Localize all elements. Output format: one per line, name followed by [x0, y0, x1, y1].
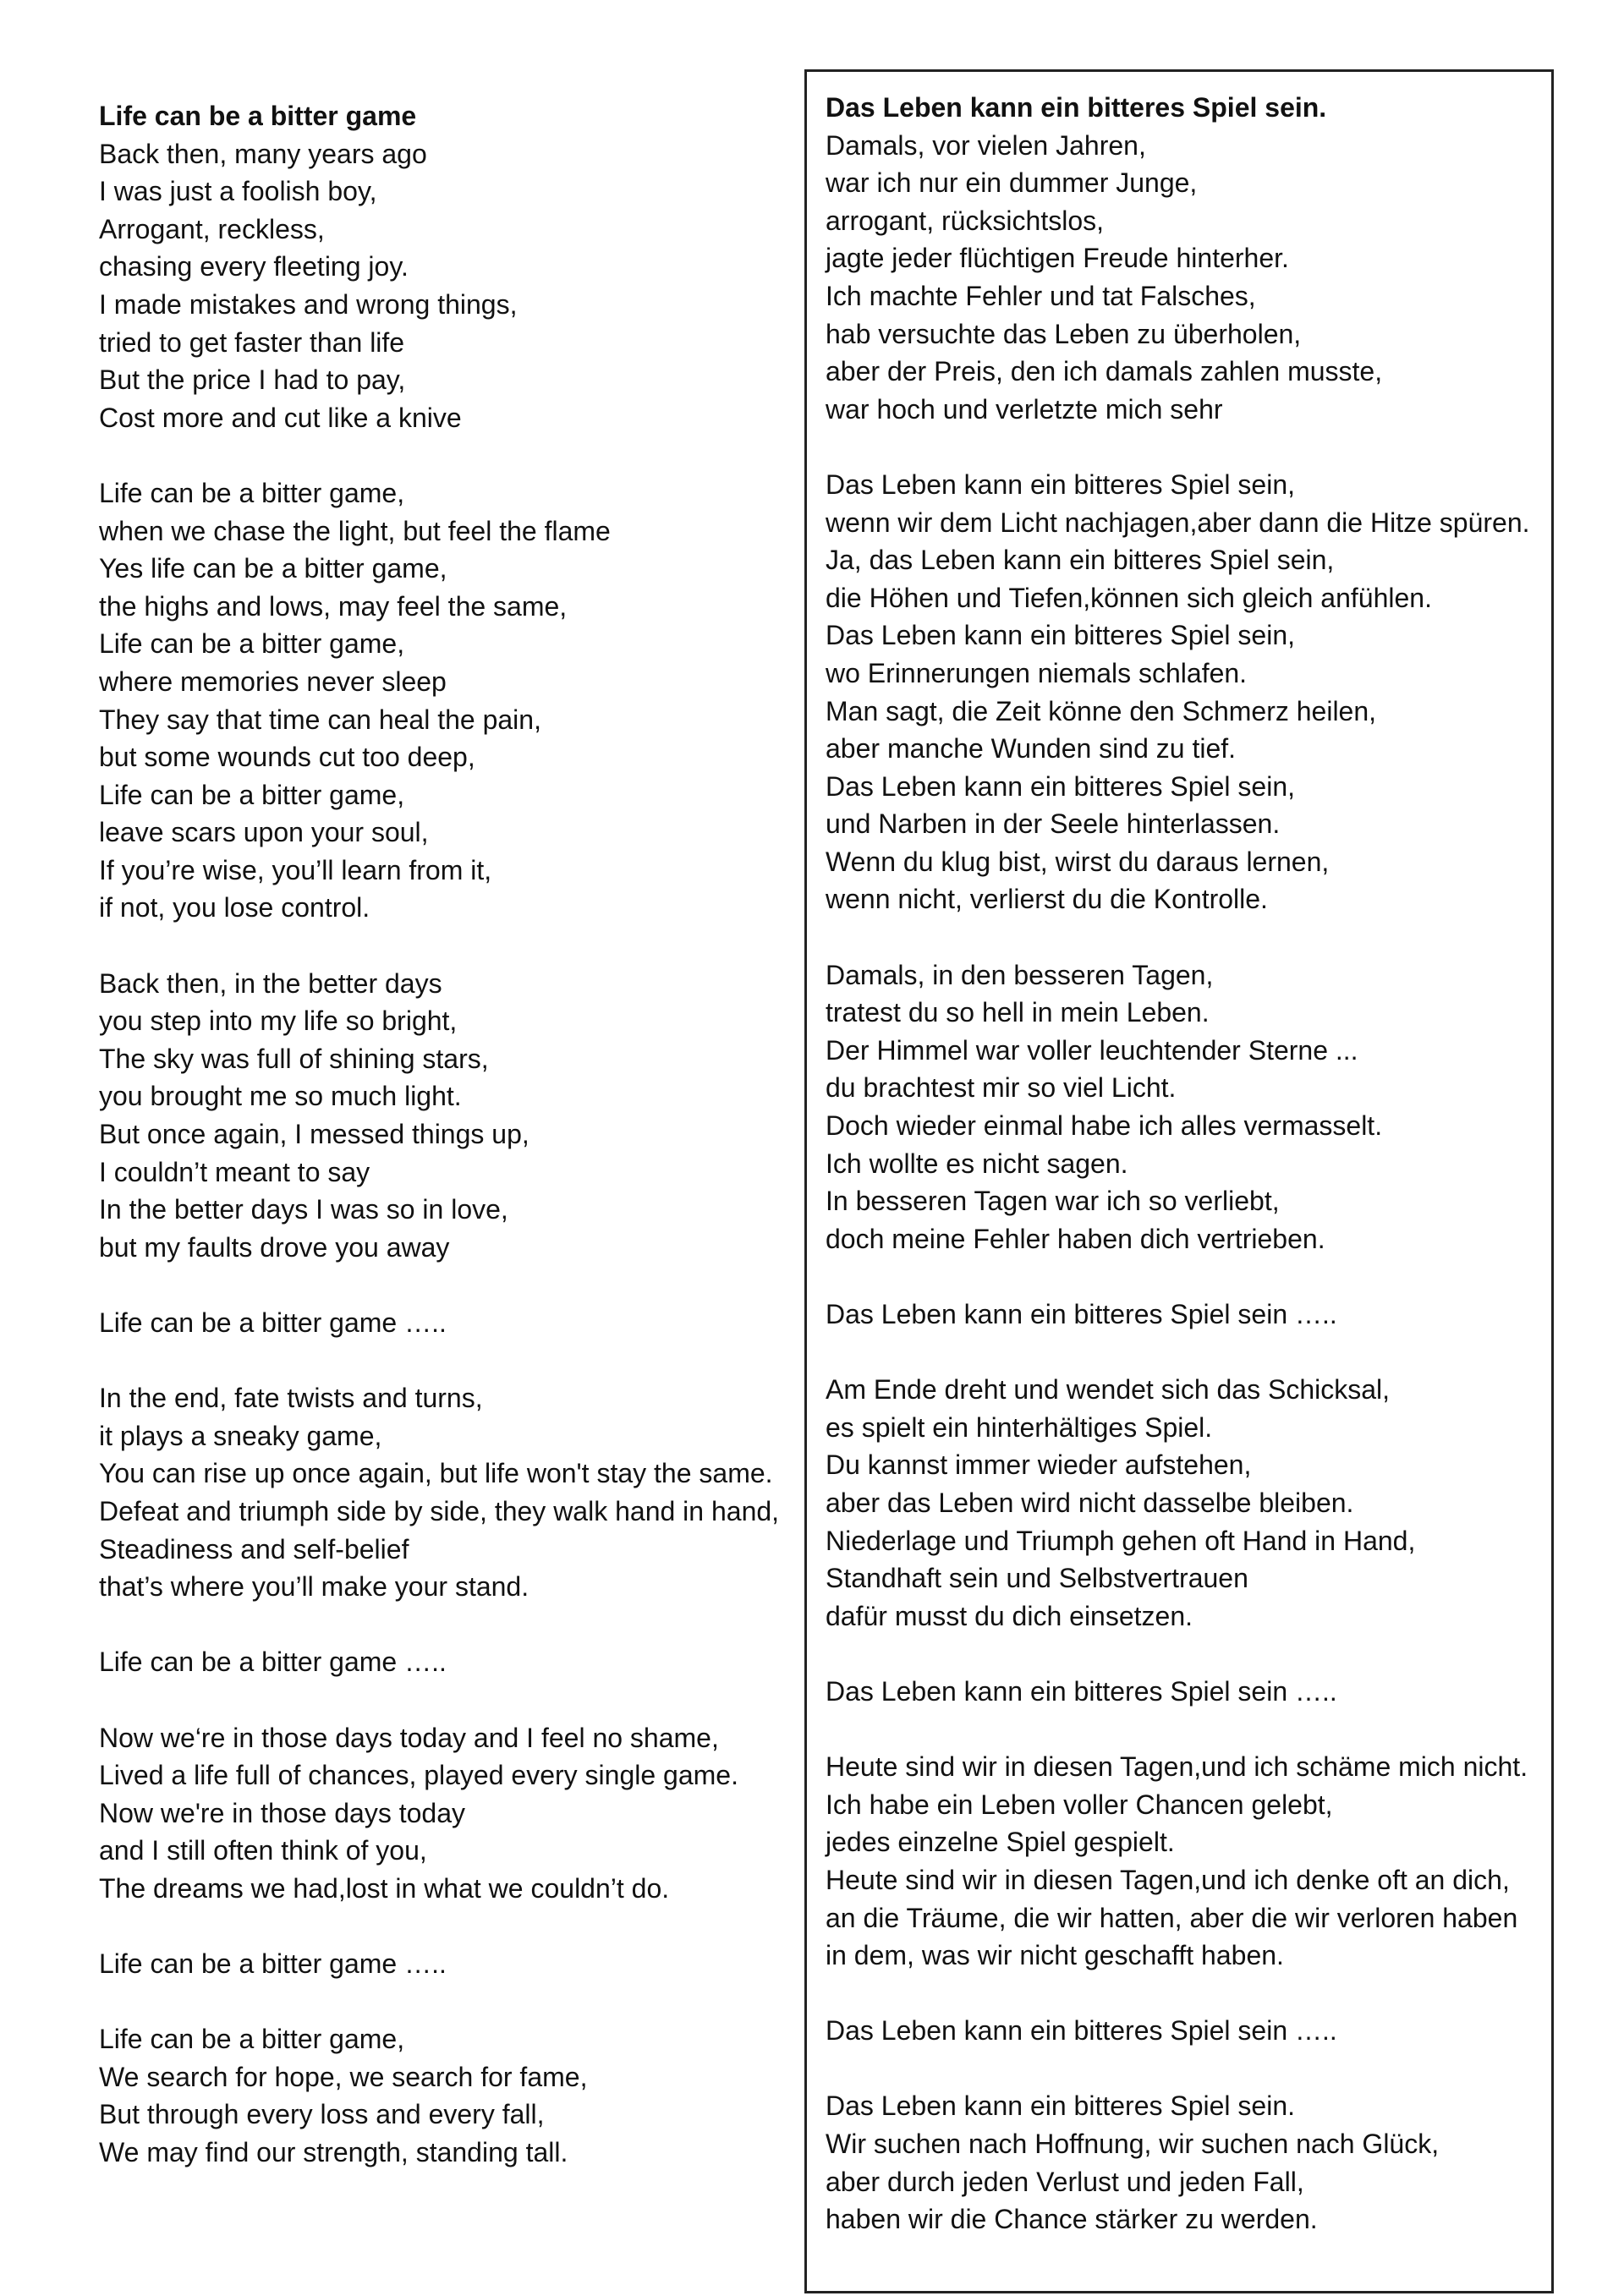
english-lyric-line: Life can be a bitter game, [99, 779, 405, 810]
english-stanza [99, 2020, 793, 2171]
german-lyric-line: Heute sind wir in diesen Tagen,und ich schäme mich nicht. [826, 1751, 1528, 1783]
english-lyric-line: Defeat and triumph side by side, they walk hand in hand, [99, 1495, 780, 1526]
german-lyric-line: aber manche Wunden sind zu tief. [826, 733, 1237, 764]
german-lyric-line: und Narben in der Seele hinterlassen. [826, 808, 1281, 840]
german-lyric-line: Niederlage und Triumph gehen oft Hand in Hand, [826, 1525, 1416, 1556]
english-lyric-line: you step into my life so bright, [99, 1006, 458, 1037]
german-lyric-line: hab versuchte das Leben zu überholen, [826, 318, 1302, 349]
english-lyric-line: Now we're in those days today [99, 1797, 465, 1828]
english-lyric-line: Back then, many years ago [99, 138, 427, 169]
german-lyric-line: Du kannst immer wieder aufstehen, [826, 1449, 1252, 1481]
german-lyric-line: Heute sind wir in diesen Tagen,und ich denke oft an dich, [826, 1864, 1510, 1895]
english-lyrics-column [99, 97, 793, 2172]
german-stanza [826, 466, 1551, 918]
german-lyric-line: Standhaft sein und Selbstvertrauen [826, 1563, 1248, 1594]
german-lyric-line: Das Leben kann ein bitteres Spiel sein ….. [826, 1675, 1337, 1707]
german-lyric-line: In besseren Tagen war ich so verliebt, [826, 1186, 1280, 1217]
english-stanza [99, 1945, 793, 1983]
german-lyric-line: war hoch und verletzte mich sehr [826, 393, 1223, 425]
german-stanza-gap [826, 2050, 1551, 2088]
german-stanza [826, 956, 1551, 1258]
german-lyric-line: Das Leben kann ein bitteres Spiel sein ….. [826, 2015, 1337, 2047]
german-lyric-line: Doch wieder einmal habe ich alles vermasselt. [826, 1110, 1383, 1142]
english-lyric-line: where memories never sleep [99, 666, 447, 697]
english-lyric-line: I was just a foolish boy, [99, 176, 377, 207]
english-stanza [99, 1379, 793, 1606]
german-stanza-gap [826, 1975, 1551, 2013]
english-lyric-line: Steadiness and self-belief [99, 1533, 409, 1564]
german-stanza-gap [826, 428, 1551, 466]
english-lyric-line: the highs and lows, may feel the same, [99, 590, 568, 622]
english-lyric-line: Life can be a bitter game, [99, 477, 405, 508]
english-stanza-gap [99, 1342, 793, 1380]
english-lyric-line: Life can be a bitter game, [99, 628, 405, 660]
english-lyric-line: I couldn’t meant to say [99, 1156, 370, 1187]
german-lyric-line: in dem, was wir nicht geschafft haben. [826, 1940, 1284, 1971]
german-lyric-line: Das Leben kann ein bitteres Spiel sein, [826, 469, 1296, 500]
english-lyric-line: The dreams we had,lost in what we couldn’t do. [99, 1872, 670, 1904]
english-lyric-line: We search for hope, we search for fame, [99, 2061, 588, 2092]
german-stanza [826, 2087, 1551, 2238]
german-lyric-line: tratest du so hell in mein Leben. [826, 997, 1210, 1028]
english-lyric-line: But once again, I messed things up, [99, 1119, 529, 1150]
english-lyric-line: I made mistakes and wrong things, [99, 288, 518, 320]
english-stanza-gap [99, 1266, 793, 1304]
english-lyric-line: Yes life can be a bitter game, [99, 553, 447, 584]
english-stanza [99, 1304, 793, 1342]
english-lyric-line: The sky was full of shining stars, [99, 1043, 489, 1074]
english-stanza-gap [99, 1908, 793, 1946]
english-lyric-line: We may find our strength, standing tall. [99, 2137, 568, 2168]
german-lyric-line: an die Träume, die wir hatten, aber die wir verloren haben [826, 1902, 1518, 1933]
english-stanza [99, 1719, 793, 1908]
english-stanza [99, 474, 793, 927]
german-title: Das Leben kann ein bitteres Spiel sein. [826, 92, 1327, 123]
english-lyric-line: They say that time can heal the pain, [99, 704, 541, 735]
english-lyric-line: you brought me so much light. [99, 1081, 462, 1112]
german-stanza [826, 1371, 1551, 1635]
english-lyric-line: when we chase the light, but feel the flame [99, 515, 611, 546]
german-lyric-line: Ich machte Fehler und tat Falsches, [826, 280, 1256, 311]
english-lyric-line: and I still often think of you, [99, 1835, 427, 1866]
german-lyric-line: Ich habe ein Leben voller Chancen gelebt, [826, 1789, 1333, 1820]
german-lyric-line: Das Leben kann ein bitteres Spiel sein. [826, 2091, 1296, 2122]
english-lyric-line: that’s where you’ll make your stand. [99, 1571, 529, 1603]
german-lyric-line: Wenn du klug bist, wirst du daraus lernen, [826, 846, 1330, 877]
english-stanza-gap [99, 1983, 793, 2021]
english-lyric-line: Arrogant, reckless, [99, 213, 325, 244]
german-stanza [826, 1296, 1551, 1334]
german-stanzas [826, 127, 1551, 2238]
german-lyric-line: wenn wir dem Licht nachjagen,aber dann die Hitze spüren. [826, 507, 1530, 538]
english-stanza [99, 965, 793, 1267]
german-lyric-line: die Höhen und Tiefen,können sich gleich anfühlen. [826, 582, 1432, 613]
german-stanza [826, 1748, 1551, 1975]
english-lyric-line: Life can be a bitter game ….. [99, 1307, 447, 1338]
english-title: Life can be a bitter game [99, 101, 417, 131]
german-lyric-line: Das Leben kann ein bitteres Spiel sein, [826, 770, 1296, 802]
german-lyric-line: Wir suchen nach Hoffnung, wir suchen nach Glück, [826, 2129, 1440, 2160]
english-stanzas [99, 135, 793, 2172]
english-lyric-line: tried to get faster than life [99, 326, 405, 358]
german-stanza-gap [826, 918, 1551, 956]
english-stanza [99, 135, 793, 437]
german-stanza-gap [826, 1711, 1551, 1749]
german-lyric-line: jagte jeder flüchtigen Freude hinterher. [826, 243, 1289, 274]
german-stanza [826, 2012, 1551, 2050]
english-lyric-line: chasing every fleeting joy. [99, 251, 409, 282]
german-lyric-line: Der Himmel war voller leuchtender Sterne ... [826, 1034, 1358, 1066]
german-lyric-line: wenn nicht, verlierst du die Kontrolle. [826, 884, 1268, 915]
english-lyric-line: Lived a life full of chances, played every single game. [99, 1760, 738, 1791]
german-lyric-line: haben wir die Chance stärker zu werden. [826, 2204, 1318, 2235]
german-lyric-line: es spielt ein hinterhältiges Spiel. [826, 1411, 1213, 1443]
english-stanza-gap [99, 1606, 793, 1644]
english-stanza-gap [99, 436, 793, 474]
german-lyric-line: Damals, vor vielen Jahren, [826, 129, 1146, 161]
english-lyric-line: but my faults drove you away [99, 1231, 450, 1263]
english-lyric-line: if not, you lose control. [99, 892, 370, 923]
english-lyric-line: But the price I had to pay, [99, 364, 406, 396]
german-lyric-line: dafür musst du dich einsetzen. [826, 1600, 1193, 1631]
english-lyric-line: Life can be a bitter game, [99, 2024, 405, 2055]
german-lyric-line: wo Erinnerungen niemals schlafen. [826, 657, 1248, 688]
german-stanza-gap [826, 1258, 1551, 1296]
german-lyric-line: du brachtest mir so viel Licht. [826, 1072, 1177, 1104]
german-lyric-line: Man sagt, die Zeit könne den Schmerz heilen, [826, 695, 1377, 726]
english-lyric-line: Cost more and cut like a knive [99, 402, 462, 433]
german-lyric-line: Das Leben kann ein bitteres Spiel sein ….. [826, 1299, 1337, 1329]
english-lyric-line: But through every loss and every fall, [99, 2099, 545, 2130]
german-lyric-line: Am Ende dreht und wendet sich das Schicksal, [826, 1374, 1391, 1406]
english-lyric-line: Life can be a bitter game ….. [99, 1948, 447, 1980]
german-lyric-line: aber der Preis, den ich damals zahlen musste, [826, 356, 1383, 387]
german-stanza-gap [826, 1334, 1551, 1372]
german-stanza-gap [826, 1635, 1551, 1673]
english-lyric-line: Life can be a bitter game ….. [99, 1647, 447, 1678]
english-stanza [99, 1643, 793, 1681]
english-lyric-line: Now we‘re in those days today and I feel no shame, [99, 1722, 719, 1753]
english-lyric-line: but some wounds cut too deep, [99, 742, 475, 773]
german-stanza [826, 1673, 1551, 1711]
english-lyric-line: leave scars upon your soul, [99, 817, 429, 848]
german-lyric-line: Ja, das Leben kann ein bitteres Spiel sein, [826, 545, 1335, 576]
german-lyric-line: war ich nur ein dummer Junge, [826, 167, 1198, 199]
german-lyric-line: Damals, in den besseren Tagen, [826, 959, 1214, 990]
german-lyric-line: Das Leben kann ein bitteres Spiel sein, [826, 620, 1296, 651]
german-lyric-line: Ich wollte es nicht sagen. [826, 1148, 1128, 1179]
german-lyric-line: aber durch jeden Verlust und jeden Fall, [826, 2166, 1304, 2197]
english-lyric-line: In the end, fate twists and turns, [99, 1383, 483, 1414]
english-lyric-line: You can rise up once again, but life won't stay the same. [99, 1458, 773, 1489]
english-lyric-line: If you’re wise, you’ll learn from it, [99, 854, 492, 885]
german-lyric-line: doch meine Fehler haben dich vertrieben. [826, 1223, 1325, 1254]
german-stanza [826, 127, 1551, 429]
german-lyric-line: arrogant, rücksichtslos, [826, 205, 1105, 236]
english-lyric-line: Back then, in the better days [99, 967, 442, 999]
english-stanza-gap [99, 1681, 793, 1719]
english-lyric-line: it plays a sneaky game, [99, 1420, 382, 1451]
english-stanza-gap [99, 927, 793, 965]
german-lyrics-box [804, 69, 1554, 2293]
english-lyric-line: In the better days I was so in love, [99, 1194, 508, 1225]
german-lyric-line: jedes einzelne Spiel gespielt. [826, 1827, 1175, 1858]
german-lyric-line: aber das Leben wird nicht dasselbe bleiben. [826, 1487, 1354, 1518]
